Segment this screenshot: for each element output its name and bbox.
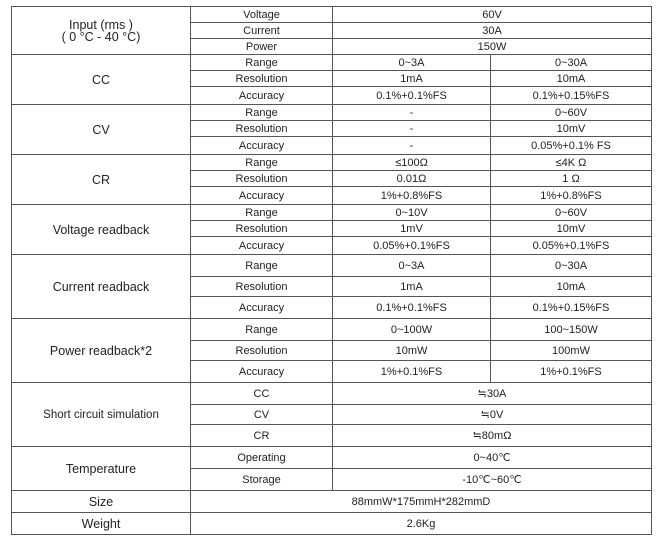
weight-row: [12, 513, 652, 535]
cv-low-value: -: [333, 105, 491, 121]
cc-high-value: 0~30A: [491, 55, 652, 71]
power-readback-low-value: 10mW: [333, 341, 491, 361]
input-label-line1: Input (rms ): [69, 17, 133, 32]
cr-row: [12, 155, 652, 171]
size-value: 88mmW*175mmH*282mmD: [191, 491, 652, 513]
cr-param: Resolution: [191, 171, 333, 187]
input-param: Voltage: [191, 7, 333, 23]
power-readback-high-value: 1%+0.1%FS: [491, 361, 652, 383]
voltage-readback-param: Resolution: [191, 221, 333, 237]
voltage-readback-param: Accuracy: [191, 237, 333, 255]
current-readback-high-value: 0~30A: [491, 255, 652, 277]
power-readback-low-value: 1%+0.1%FS: [333, 361, 491, 383]
voltage-readback-high-value: 0.05%+0.1%FS: [491, 237, 652, 255]
cv-low-value: -: [333, 121, 491, 137]
temperature-param: Operating: [191, 447, 333, 469]
cv-high-value: 0~60V: [491, 105, 652, 121]
voltage-readback-low-value: 0~10V: [333, 205, 491, 221]
input-param: Current: [191, 23, 333, 39]
voltage-readback-param: Range: [191, 205, 333, 221]
short-circuit-param: CR: [191, 425, 333, 447]
short-circuit-value: ≒30A: [333, 383, 652, 405]
short-circuit-param: CC: [191, 383, 333, 405]
current-readback-low-value: 0.1%+0.1%FS: [333, 297, 491, 319]
input-value: 150W: [333, 39, 652, 55]
cc-high-value: 0.1%+0.15%FS: [491, 87, 652, 105]
power-readback-high-value: 100~150W: [491, 319, 652, 341]
input-param: Power: [191, 39, 333, 55]
cr-param: Range: [191, 155, 333, 171]
cv-label: CV: [12, 105, 191, 155]
temperature-value: -10℃~60℃: [333, 469, 652, 491]
current-readback-label: Current readback: [12, 255, 191, 319]
temperature-row: [12, 447, 652, 469]
cc-row: [12, 55, 652, 71]
voltage-readback-row: [12, 205, 652, 221]
size-label: Size: [12, 491, 191, 513]
cr-high-value: ≤4K Ω: [491, 155, 652, 171]
power-readback-row: [12, 319, 652, 341]
power-readback-param: Accuracy: [191, 361, 333, 383]
power-readback-low-value: 0~100W: [333, 319, 491, 341]
cr-high-value: 1 Ω: [491, 171, 652, 187]
short-circuit-value: ≒0V: [333, 405, 652, 425]
voltage-readback-label: Voltage readback: [12, 205, 191, 255]
current-readback-high-value: 10mA: [491, 277, 652, 297]
cc-param: Accuracy: [191, 87, 333, 105]
cv-row: [12, 105, 652, 121]
cc-low-value: 0~3A: [333, 55, 491, 71]
cc-low-value: 1mA: [333, 71, 491, 87]
cv-high-value: 10mV: [491, 121, 652, 137]
current-readback-param: Accuracy: [191, 297, 333, 319]
weight-value: 2.6Kg: [191, 513, 652, 535]
temperature-param: Storage: [191, 469, 333, 491]
input-row: [12, 7, 652, 23]
short-circuit-param: CV: [191, 405, 333, 425]
power-readback-high-value: 100mW: [491, 341, 652, 361]
cr-param: Accuracy: [191, 187, 333, 205]
size-row: [12, 491, 652, 513]
cc-low-value: 0.1%+0.1%FS: [333, 87, 491, 105]
current-readback-param: Range: [191, 255, 333, 277]
voltage-readback-low-value: 1mV: [333, 221, 491, 237]
input-label-line2: ( 0 °C - 40 °C): [61, 29, 141, 44]
cc-param: Resolution: [191, 71, 333, 87]
power-readback-param: Range: [191, 319, 333, 341]
current-readback-low-value: 0~3A: [333, 255, 491, 277]
power-readback-label: Power readback*2: [12, 319, 191, 383]
cr-low-value: 1%+0.8%FS: [333, 187, 491, 205]
cv-param: Range: [191, 105, 333, 121]
spec-table: [11, 6, 652, 535]
cv-high-value: 0.05%+0.1% FS: [491, 137, 652, 155]
voltage-readback-high-value: 0~60V: [491, 205, 652, 221]
cr-high-value: 1%+0.8%FS: [491, 187, 652, 205]
cv-param: Resolution: [191, 121, 333, 137]
voltage-readback-low-value: 0.05%+0.1%FS: [333, 237, 491, 255]
power-readback-param: Resolution: [191, 341, 333, 361]
cc-label: CC: [12, 55, 191, 105]
short-circuit-value: ≒80mΩ: [333, 425, 652, 447]
current-readback-low-value: 1mA: [333, 277, 491, 297]
current-readback-row: [12, 255, 652, 277]
current-readback-param: Resolution: [191, 277, 333, 297]
temperature-label: Temperature: [12, 447, 191, 491]
cv-low-value: -: [333, 137, 491, 155]
temperature-value: 0~40℃: [333, 447, 652, 469]
voltage-readback-high-value: 10mV: [491, 221, 652, 237]
cv-param: Accuracy: [191, 137, 333, 155]
short-circuit-row: [12, 383, 652, 405]
input-value: 30A: [333, 23, 652, 39]
cr-low-value: 0.01Ω: [333, 171, 491, 187]
weight-label: Weight: [12, 513, 191, 535]
cc-high-value: 10mA: [491, 71, 652, 87]
cc-param: Range: [191, 55, 333, 71]
cr-label: CR: [12, 155, 191, 205]
cr-low-value: ≤100Ω: [333, 155, 491, 171]
input-value: 60V: [333, 7, 652, 23]
input-label: [12, 7, 191, 55]
current-readback-high-value: 0.1%+0.15%FS: [491, 297, 652, 319]
short-circuit-label: Short circuit simulation: [12, 383, 191, 447]
